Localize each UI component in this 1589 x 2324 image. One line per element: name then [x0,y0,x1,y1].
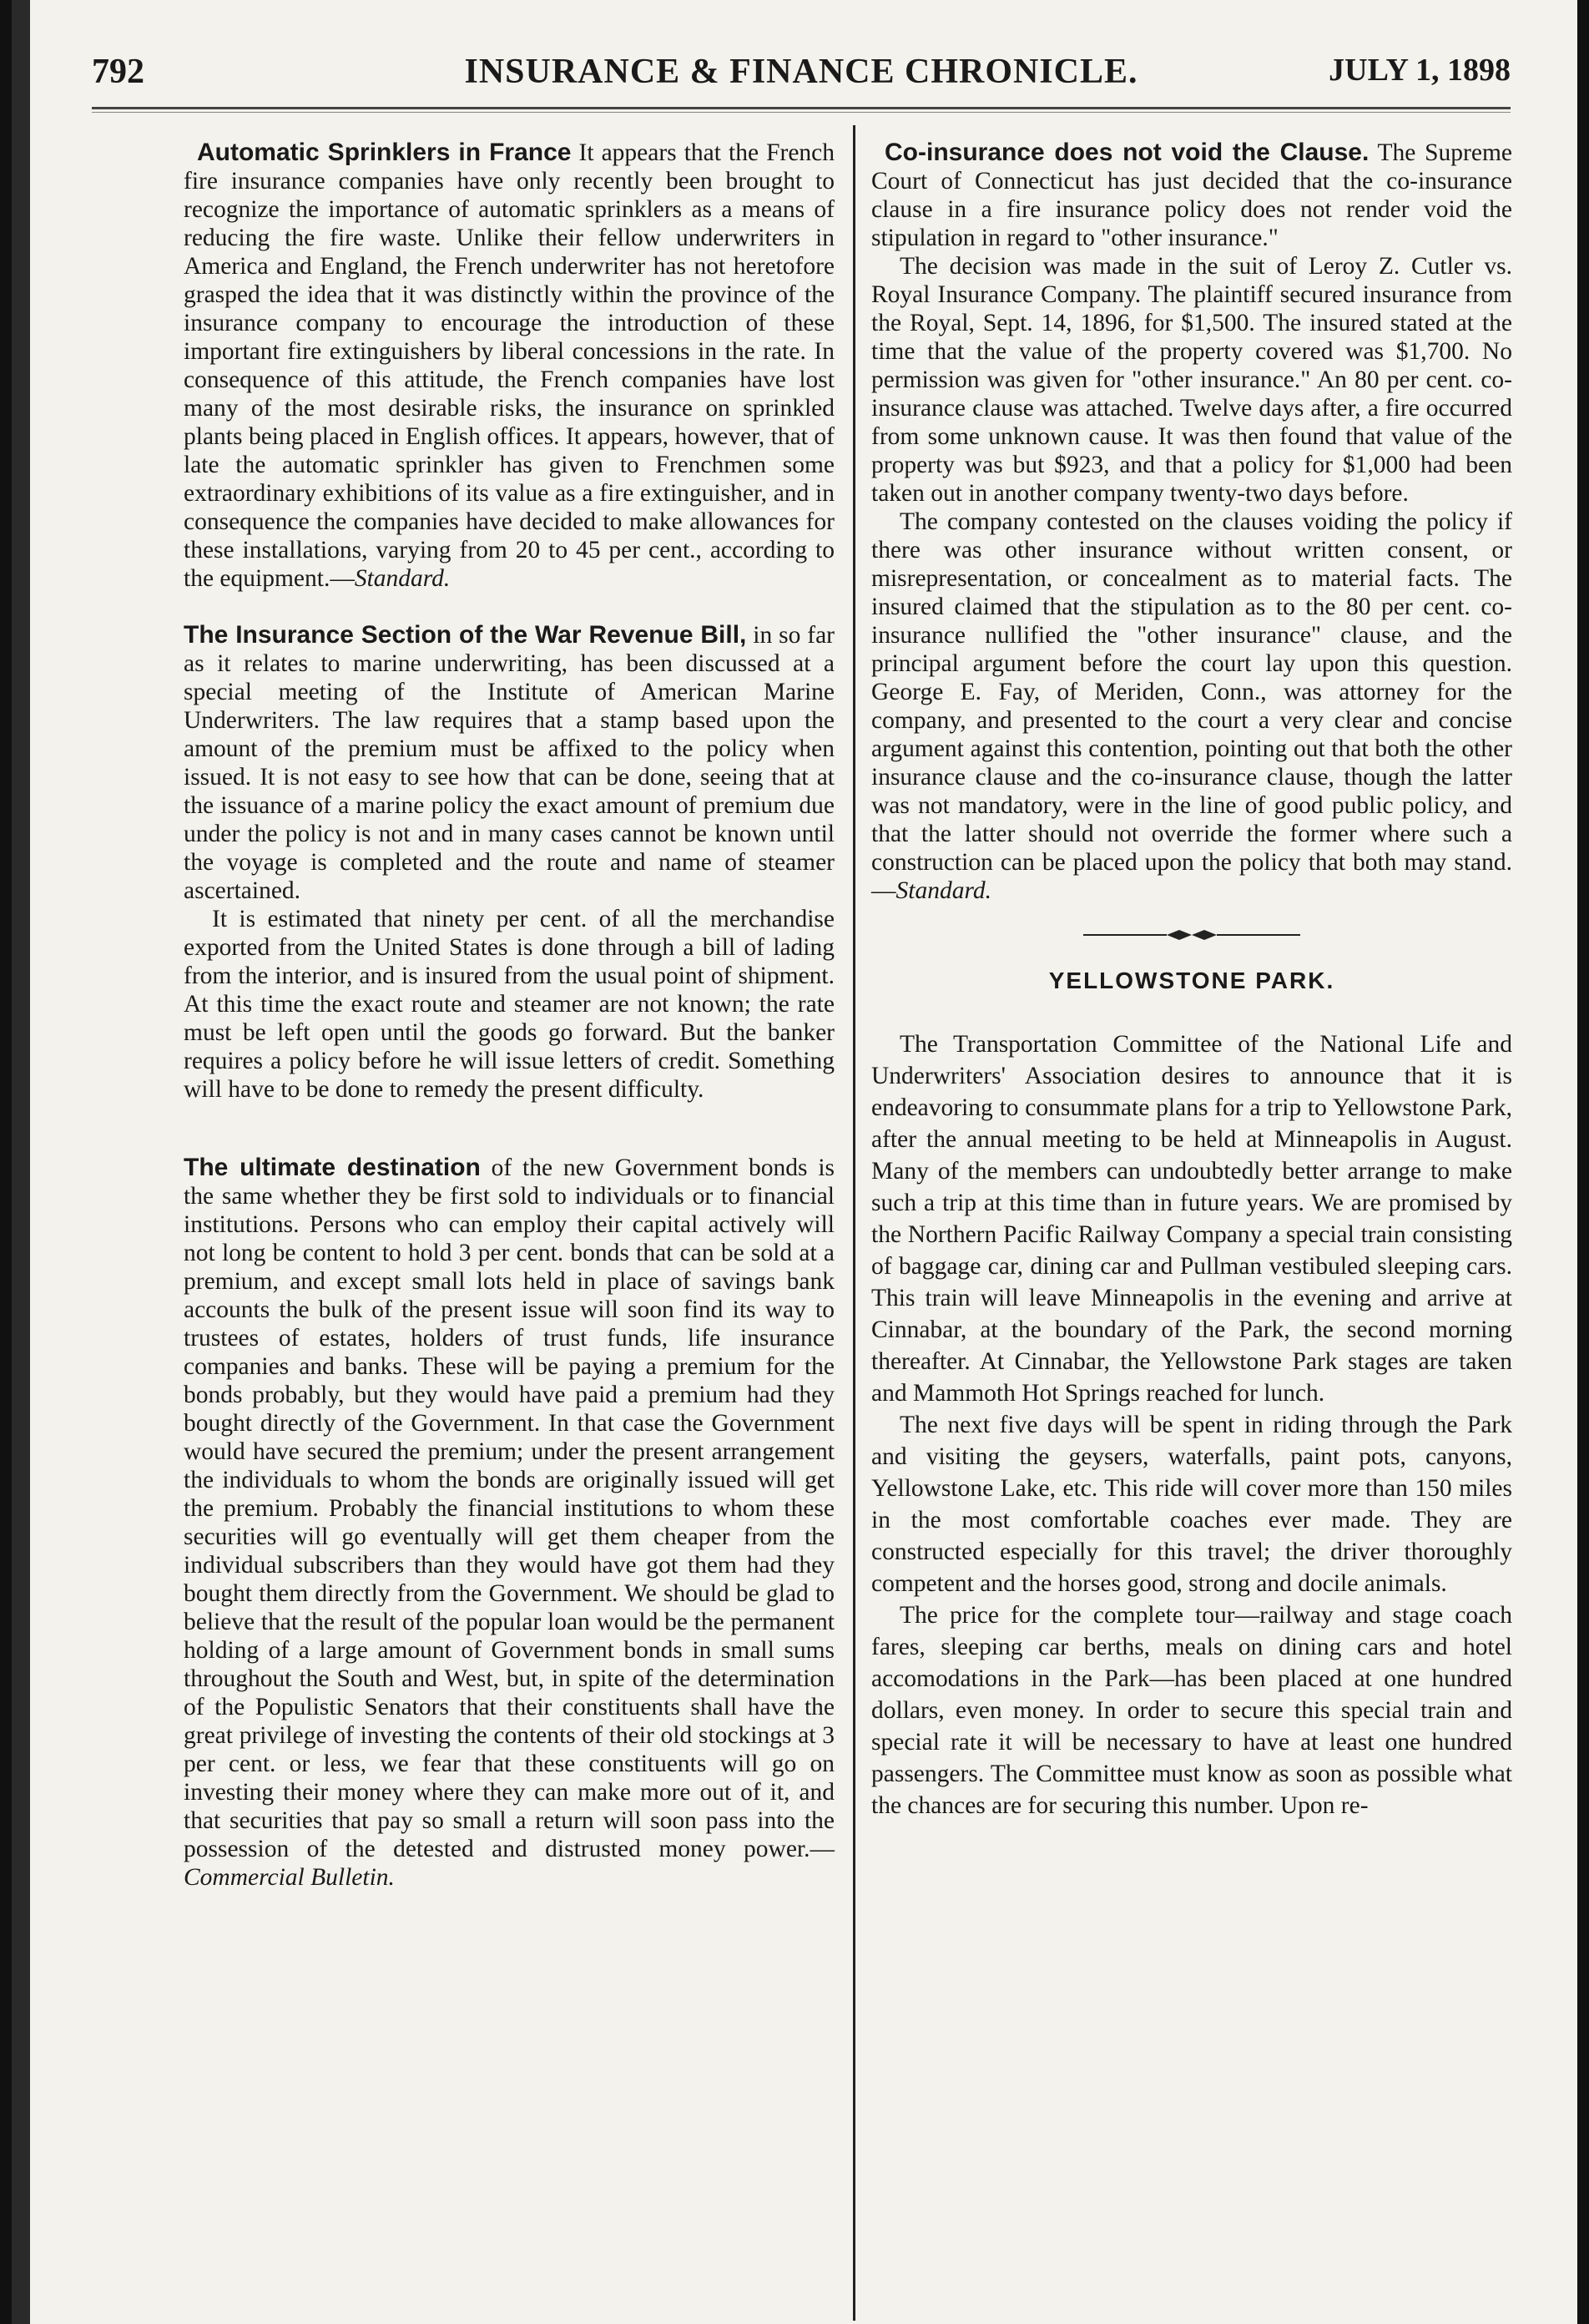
section-title: YELLOWSTONE PARK. [1048,967,1335,993]
article-yellowstone [871,1028,1512,1821]
left-column [184,139,835,1892]
page-header [92,52,1511,110]
column-divider [853,125,855,2321]
article-body: The Supreme Court of Connecticut has just decided that the co-insurance clause in a fire insurance policy does not render void the stipulation in regard to "other insurance." [871,139,1512,251]
article-ultimate-destination [184,1154,835,1892]
right-column [871,139,1512,1821]
article-paragraph: It is estimated that ninety per cent. of all the merchandise exported from the United States is done through a bill of lading from the interior, and is insured from the usual point of shipment. At this time the exact route and steamer are not known; the rate must be left open until the goods go forward. But the banker requires a policy before he will issue letters of credit. Something will have to be done to remedy the present difficulty. [184,906,835,1103]
header-rule [92,107,1511,113]
article-paragraph: The decision was made in the suit of Leroy Z. Cutler vs. Royal Insurance Company. The plaintiff secured insurance from the Royal, Sept. 14, 1896, for $1,500. The insured stated at the time that the value of the property covered was $1,700. No permission was given for "other insurance." An 80 per cent. co-insurance clause was attached. Twelve days after, a fire occurred from some unknown cause. It was then found that value of the property was but $923, and that a policy for $1,000 had been taken out in another company twenty-two days before. [871,253,1512,507]
article-source: Standard. [895,877,991,904]
article-lead: Co-insurance does not void the Clause. [885,139,1370,166]
article-body: of the new Government bonds is the same whether they be first sold to individuals or to financial institutions. Persons who can employ their capital actively will not long be content to hold 3 per cent. bonds that can be sold at a premium, and except small lots held in place of savings bank accounts the bulk of the present issue will soon find its way to trustees of estates, holders of trust funds, life insurance companies and banks. These will be paying a premium for the bonds probably, but they would have paid a premium had they bought directly of the Government. In that case the Government would have secured the premium; under the present arrangement the individuals to whom the bonds are originally issued will get the premium. Probably the financial institutions to whom these securities will go eventually will get them cheaper from the individual subscribers than they would have got them had they bought them directly from the Government. We should be glad to believe that the result of the popular loan would be the permanent holding of a large amount of Government bonds in small sums throughout the South and West, but, in spite of the determination of the Populistic Senators that their constituents shall have the great privilege of investing the contents of their old stockings at 3 per cent. or less, we fear that these constituents will go on investing their money where they can make more out of it, and that securities that pay so small a return will soon pass into the possession of the detested and distrusted money power.— [184,1154,835,1862]
article-source: Commercial Bulletin. [184,1864,395,1891]
article-source: Standard. [354,565,451,592]
article-paragraph: The next five days will be spent in riding through the Park and visiting the geysers, waterfalls, paint pots, canyons, Yellowstone Lake, etc. This ride will cover more than 150 miles in the most comfortable coaches ever made. They are constructed especially for this travel; the driver thoroughly competent and the horses good, strong and docile animals. [871,1412,1512,1597]
article-paragraph [871,508,1512,905]
article-paragraph: The Transportation Committee of the National Life and Underwriters' Association desires to announce that it is endeavoring to consummate plans for a trip to Yellowstone Park, after the annual meeting to be held at Minneapolis in August. Many of the members can undoubtedly better arrange to make such a trip at this time than in future years. We are promised by the Northern Pacific Railway Company a special train consisting of baggage car, dining car and Pullman vestibuled sleeping cars. This train will leave Minneapolis in the evening and arrive at Cinnabar, at the boundary of the Park, the second morning thereafter. At Cinnabar, the Yellowstone Park stages are taken and Mammoth Hot Springs reached for lunch. [871,1031,1512,1407]
article-body: The company contested on the clauses voiding the policy if there was other insurance without written consent, or misrepresentation, or concealment as to material facts. The insured claimed that the stipulation as to the 80 per cent. co-insurance nullified the "other insurance" clause, and the principal argument before the court lay upon this question. George E. Fay, of Meriden, Conn., was attorney for the company, and presented to the court a very clear and concise argument against this contention, pointing out that both the other insurance clause and the co-insurance clause, though the latter was not mandatory, were in the line of good public policy, and that the latter should not override the former where such a construction can be placed upon the policy that both may stand.— [871,508,1512,904]
article-lead: The ultimate destination [184,1154,481,1181]
article-war-revenue [184,621,835,905]
article-lead: The Insurance Section of the War Revenue Bill, [184,621,747,649]
ornament-divider-icon [1083,927,1300,943]
journal-title: INSURANCE & FINANCE CHRONICLE. [464,53,1138,91]
article-sprinklers [184,139,835,593]
article-lead: Automatic Sprinklers in France [197,139,572,166]
issue-date: JULY 1, 1898 [1329,53,1511,88]
binding-spine [12,0,30,2324]
article-co-insurance [871,139,1512,252]
newspaper-page [12,0,1577,2324]
page-number: 792 [92,53,144,91]
article-body: It appears that the French fire insurance companies have only recently been brought to recognize the importance of automatic sprinklers as a means of reducing the fire waste. Unlike their fellow underwriters in America and England, the French underwriter has not heretofore grasped the idea that it was distinctly within the province of the insurance company to encourage the introduction of these important fire extinguishers by liberal concessions in the rate. In consequence of this attitude, the French companies have lost many of the most desirable risks, the insurance on sprinkled plants being placed in English offices. It appears, however, that of late the automatic sprinkler has given to Frenchmen some extraordinary exhibitions of its value as a fire extinguisher, and in consequence the companies have decided to make allowances for these installations, varying from 20 to 45 per cent., according to the equipment.— [184,139,835,592]
article-paragraph: The price for the complete tour—railway and stage coach fares, sleeping car berths, meals on dining cars and hotel accomodations in the Park—has been placed at one hundred dollars, even money. In order to secure this special train and special rate it will be necessary to have at least one hundred passengers. The Committee must know as soon as possible what the chances are for securing this number. Upon re- [871,1602,1512,1819]
article-body: in so far as it relates to marine underwriting, has been discussed at a special meeting of the Institute of American Marine Underwriters. The law requires that a stamp based upon the amount of the premium must be affixed to the policy when issued. It is not easy to see how that can be done, seeing that at the issuance of a marine policy the exact amount of premium due under the policy is not and in many cases cannot be known until the voyage is completed and the route and name of steamer ascertained. [184,622,835,904]
